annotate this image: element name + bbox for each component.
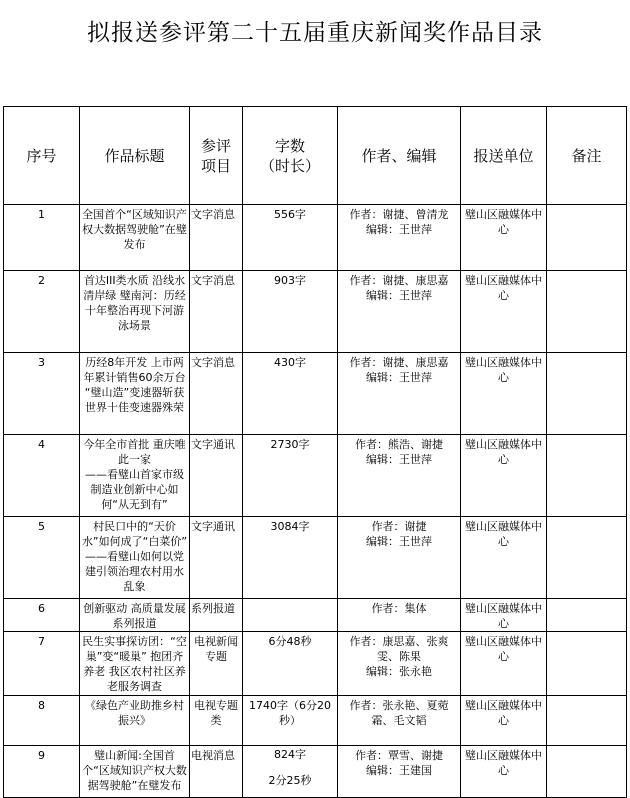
cell-author: 作者：熊浩、谢捷 编辑：王世萍 [338,435,461,517]
cell-type: 系列报道 [190,599,243,632]
cell-author: 作者：谢捷、康思嘉 编辑：王世萍 [338,271,461,353]
cell-note [547,746,627,798]
table-row [4,517,627,599]
header-type: 参评 项目 [190,107,243,205]
cell-type: 电视专题类 [190,696,243,746]
cell-title: 村民口中的“天价水”如何成了“白菜价” ——看璧山如何以党建引领治理农村用水乱象 [80,517,190,599]
cell-type: 文字消息 [190,353,243,435]
cell-unit: 璧山区融媒体中心 [461,696,547,746]
cell-length: 3084字 [243,517,338,599]
table-row [4,435,627,517]
cell-length: 2730字 [243,435,338,517]
cell-type: 电视新闻专题 [190,632,243,696]
header-row [4,107,627,205]
cell-note [547,353,627,435]
cell-author: 作者：张永艳、夏菀霜、毛文韬 [338,696,461,746]
cell-author: 作者：集体 [338,599,461,632]
cell-note [547,599,627,632]
page-title: 拟报送参评第二十五届重庆新闻奖作品目录 [87,20,543,46]
cell-author: 作者：覃雪、谢捷 编辑：王建国 [338,746,461,798]
cell-num: 5 [4,517,80,599]
cell-num: 9 [4,746,80,798]
cell-unit: 璧山区融媒体中心 [461,517,547,599]
cell-note [547,205,627,271]
cell-title: 全国首个“区域知识产权大数据驾驶舱”在璧发布 [80,205,190,271]
cell-length: 824字 2分25秒 [243,746,338,798]
cell-num: 8 [4,696,80,746]
cell-num: 2 [4,271,80,353]
cell-type: 文字通讯 [190,435,243,517]
cell-note [547,696,627,746]
table-row [4,205,627,271]
table-row [4,599,627,632]
cell-type: 电视消息 [190,746,243,798]
cell-unit: 璧山区融媒体中心 [461,435,547,517]
cell-author: 作者：谢捷、曾清龙 编辑：王世萍 [338,205,461,271]
cell-num: 1 [4,205,80,271]
cell-author: 作者：谢捷、康思嘉 编辑：王世萍 [338,353,461,435]
cell-title: 历经8年开发 上市两年累计销售60余万台 “璧山造”变速器斩获世界十佳变速器殊荣 [80,353,190,435]
header-length: 字数 （时长） [243,107,338,205]
cell-length [243,599,338,632]
table-row [4,746,627,798]
cell-title: 今年全市首批 重庆唯此一家 ——看璧山首家市级制造业创新中心如何“从无到有” [80,435,190,517]
header-author: 作者、编辑 [338,107,461,205]
cell-unit: 璧山区融媒体中心 [461,632,547,696]
table-row [4,696,627,746]
cell-title: 创新驱动 高质量发展 系列报道 [80,599,190,632]
cell-author: 作者：康思嘉、张爽雯、陈果 编辑：张永艳 [338,632,461,696]
cell-note [547,517,627,599]
cell-type: 文字通讯 [190,517,243,599]
header-title: 作品标题 [80,107,190,205]
cell-note [547,435,627,517]
cell-length: 6分48秒 [243,632,338,696]
cell-unit: 璧山区融媒体中心 [461,599,547,632]
cell-num: 6 [4,599,80,632]
cell-length: 1740字（6分20秒） [243,696,338,746]
table-row [4,353,627,435]
cell-title: 民生实事探访团：“空巢”变“暖巢” 抱团齐养老 我区农村社区养老服务调查 [80,632,190,696]
table-row [4,271,627,353]
cell-unit: 璧山区融媒体中心 [461,205,547,271]
cell-title: 《绿色产业助推乡村振兴》 [80,696,190,746]
table-row [4,632,627,696]
cell-num: 3 [4,353,80,435]
works-table [3,106,627,798]
cell-num: 7 [4,632,80,696]
cell-length: 430字 [243,353,338,435]
header-num: 序号 [4,107,80,205]
cell-title: 首达III类水质 沿线水清岸绿 璧南河：历经十年整治再现下河游泳场景 [80,271,190,353]
header-note: 备注 [547,107,627,205]
cell-note [547,271,627,353]
cell-unit: 璧山区融媒体中心 [461,271,547,353]
cell-title: 璧山新闻:全国首个“区域知识产权大数据驾驶舱”在璧发布 [80,746,190,798]
cell-num: 4 [4,435,80,517]
cell-author: 作者：谢捷 编辑：王世萍 [338,517,461,599]
header-unit: 报送单位 [461,107,547,205]
cell-unit: 璧山区融媒体中心 [461,746,547,798]
cell-type: 文字消息 [190,205,243,271]
cell-note [547,632,627,696]
cell-length: 556字 [243,205,338,271]
cell-type: 文字消息 [190,271,243,353]
cell-unit: 璧山区融媒体中心 [461,353,547,435]
cell-length: 903字 [243,271,338,353]
